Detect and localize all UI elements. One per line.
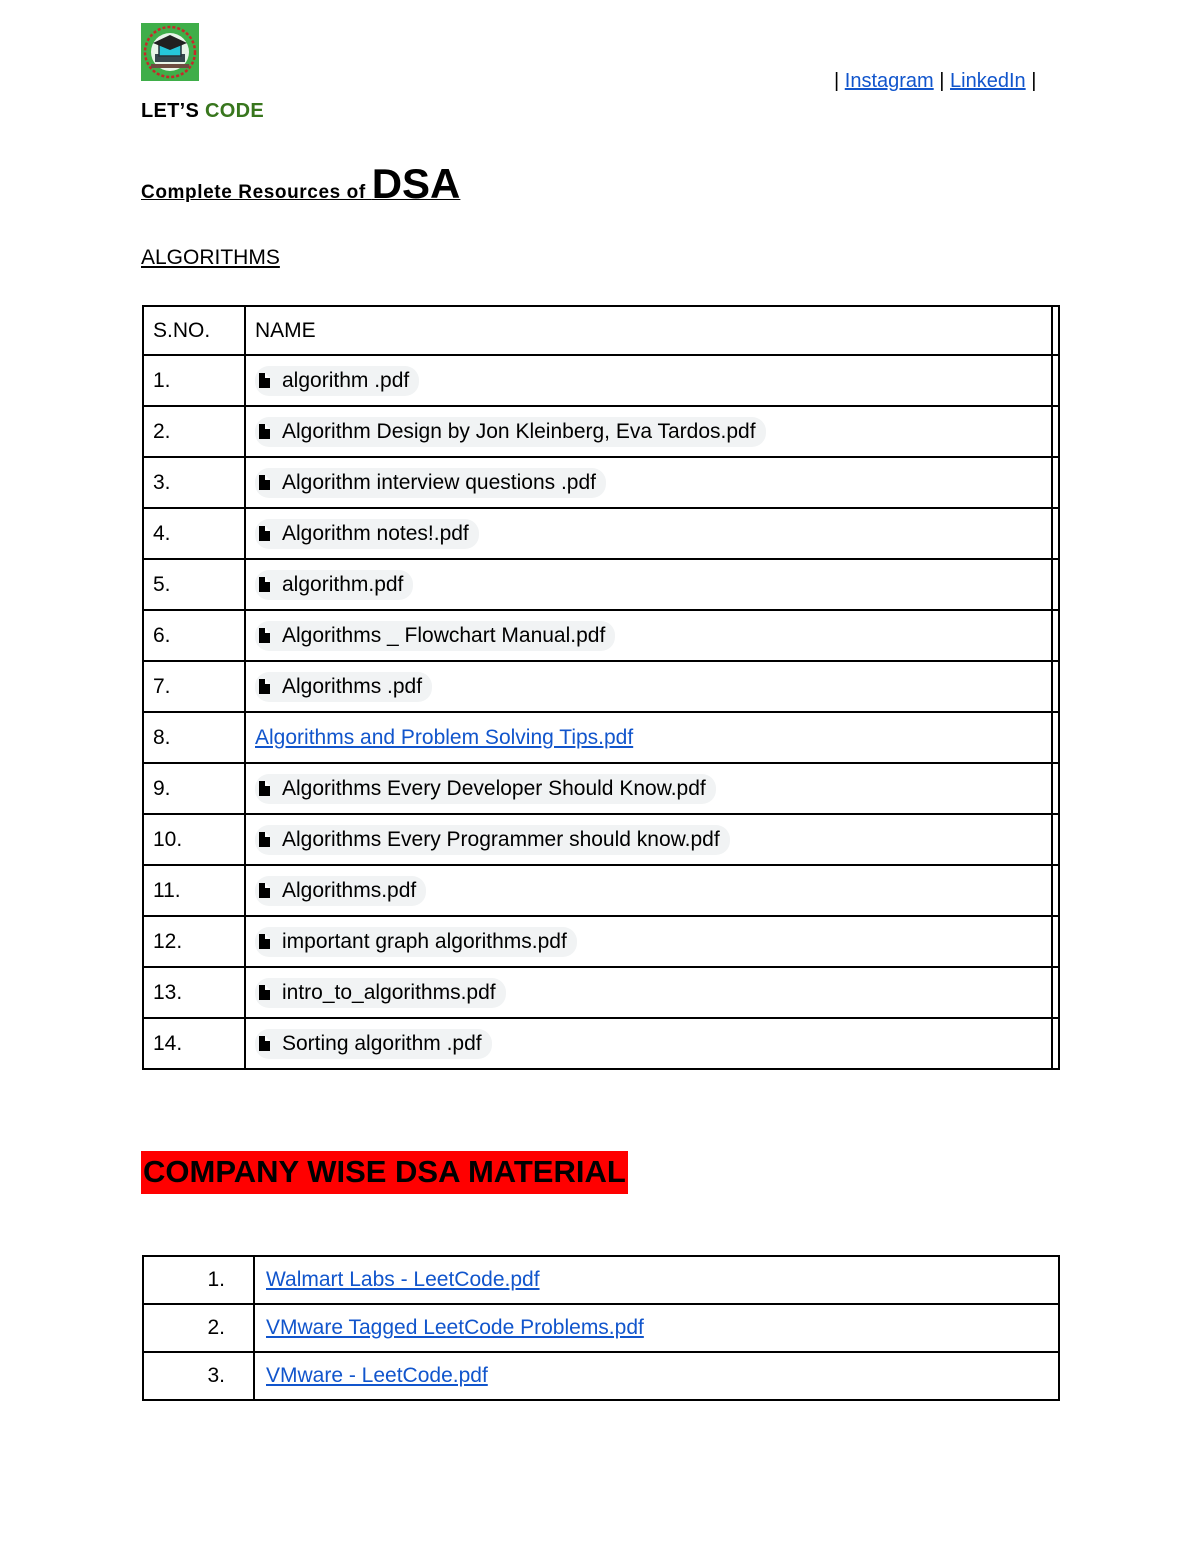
file-chip[interactable]	[255, 825, 730, 855]
file-cell	[245, 457, 1052, 508]
table-row	[143, 712, 1059, 763]
table-row	[143, 1304, 1059, 1352]
file-link[interactable]: Algorithms and Problem Solving Tips.pdf	[255, 725, 634, 749]
file-cell	[245, 559, 1052, 610]
file-cell	[245, 763, 1052, 814]
row-number: 4.	[143, 508, 245, 559]
social-links	[834, 70, 1036, 93]
table-row	[143, 559, 1059, 610]
file-cell	[245, 610, 1052, 661]
column-header-name: NAME	[245, 306, 1052, 355]
file-name: Algorithms .pdf	[282, 674, 423, 698]
file-chip[interactable]	[255, 621, 615, 651]
row-number: 5.	[143, 559, 245, 610]
file-icon	[259, 424, 270, 439]
empty-column-cell	[1052, 763, 1059, 814]
row-number: 9.	[143, 763, 245, 814]
empty-column-cell	[1052, 457, 1059, 508]
file-cell	[245, 967, 1052, 1018]
file-icon	[259, 526, 270, 541]
title-main: DSA	[371, 160, 461, 207]
table-row	[143, 508, 1059, 559]
algorithms-table	[142, 305, 1060, 1070]
row-number: 10.	[143, 814, 245, 865]
file-icon	[259, 832, 270, 847]
file-chip[interactable]	[255, 876, 426, 906]
file-name: algorithm.pdf	[282, 572, 404, 596]
file-cell	[245, 865, 1052, 916]
file-chip[interactable]	[255, 672, 432, 702]
file-name: Algorithm notes!.pdf	[282, 521, 469, 545]
file-cell	[245, 508, 1052, 559]
brand-prefix: LET’S	[141, 100, 206, 122]
table-row	[143, 1256, 1059, 1304]
empty-column-cell	[1052, 508, 1059, 559]
table-row	[143, 814, 1059, 865]
row-number: 7.	[143, 661, 245, 712]
file-link[interactable]: Walmart Labs - LeetCode.pdf	[266, 1268, 540, 1291]
file-chip[interactable]	[255, 366, 419, 396]
file-icon	[259, 985, 270, 1000]
row-number: 12.	[143, 916, 245, 967]
algorithms-heading: ALGORITHMS	[141, 246, 280, 269]
empty-column-cell	[1052, 661, 1059, 712]
file-icon	[259, 475, 270, 490]
company-wise-heading: COMPANY WISE DSA MATERIAL	[141, 1151, 628, 1194]
empty-column-cell	[1052, 610, 1059, 661]
file-link[interactable]: VMware - LeetCode.pdf	[266, 1364, 488, 1387]
file-icon	[259, 934, 270, 949]
table-row	[143, 661, 1059, 712]
file-chip[interactable]	[255, 519, 479, 549]
table-row	[143, 1018, 1059, 1069]
empty-column-cell	[1052, 865, 1059, 916]
brand-name	[141, 100, 264, 123]
row-number: 2.	[143, 406, 245, 457]
file-chip[interactable]	[255, 570, 413, 600]
row-number: 11.	[143, 865, 245, 916]
file-icon	[259, 373, 270, 388]
file-icon	[259, 679, 270, 694]
file-cell	[245, 712, 1052, 763]
file-name: Algorithms.pdf	[282, 878, 417, 902]
table-row	[143, 1352, 1059, 1400]
file-chip[interactable]	[255, 774, 716, 804]
table-row	[143, 967, 1059, 1018]
file-name: Algorithms Every Developer Should Know.pdf	[282, 776, 706, 800]
file-name: Algorithms Every Programmer should know.pdf	[282, 827, 720, 851]
empty-column-cell	[1052, 712, 1059, 763]
file-name: Algorithm Design by Jon Kleinberg, Eva Tardos.pdf	[282, 419, 756, 443]
file-chip[interactable]	[255, 417, 766, 447]
table-row	[143, 406, 1059, 457]
file-icon	[259, 781, 270, 796]
table-row	[143, 763, 1059, 814]
file-cell	[245, 814, 1052, 865]
file-name: Algorithms _ Flowchart Manual.pdf	[282, 623, 606, 647]
file-cell	[254, 1304, 1059, 1352]
lets-code-logo-icon	[141, 23, 199, 81]
column-header-sno: S.NO.	[143, 306, 245, 355]
row-number: 13.	[143, 967, 245, 1018]
file-cell	[245, 355, 1052, 406]
file-cell	[254, 1256, 1059, 1304]
row-number: 1.	[143, 1256, 254, 1304]
empty-column-cell	[1052, 1018, 1059, 1069]
file-cell	[245, 406, 1052, 457]
file-link[interactable]: VMware Tagged LeetCode Problems.pdf	[266, 1316, 644, 1339]
row-number: 3.	[143, 1352, 254, 1400]
table-row	[143, 865, 1059, 916]
table-row	[143, 610, 1059, 661]
title-prefix: Complete Resources of	[141, 182, 372, 203]
file-name: Algorithm interview questions .pdf	[282, 470, 596, 494]
empty-column-cell	[1052, 406, 1059, 457]
file-icon	[259, 883, 270, 898]
file-cell	[245, 916, 1052, 967]
linkedin-link[interactable]: LinkedIn	[950, 70, 1026, 92]
separator: |	[1031, 70, 1037, 92]
file-cell	[254, 1352, 1059, 1400]
empty-column-cell	[1052, 916, 1059, 967]
separator: |	[939, 70, 945, 92]
page-title	[141, 160, 460, 208]
instagram-link[interactable]: Instagram	[844, 70, 934, 92]
file-chip[interactable]	[255, 978, 506, 1008]
row-number: 2.	[143, 1304, 254, 1352]
separator: |	[834, 70, 840, 92]
file-name: intro_to_algorithms.pdf	[282, 980, 496, 1004]
file-icon	[259, 1036, 270, 1051]
table-row	[143, 355, 1059, 406]
row-number: 6.	[143, 610, 245, 661]
row-number: 3.	[143, 457, 245, 508]
table-header-row	[143, 306, 1059, 355]
empty-column-cell	[1052, 559, 1059, 610]
empty-column-cell	[1052, 967, 1059, 1018]
company-table	[142, 1255, 1060, 1401]
file-name: important graph algorithms.pdf	[282, 929, 567, 953]
file-name: Sorting algorithm .pdf	[282, 1031, 482, 1055]
file-chip[interactable]	[255, 1029, 492, 1059]
table-row	[143, 916, 1059, 967]
file-name: algorithm .pdf	[282, 368, 410, 392]
file-chip[interactable]	[255, 468, 606, 498]
empty-column-cell	[1052, 355, 1059, 406]
empty-column-cell	[1052, 306, 1059, 355]
file-chip[interactable]	[255, 927, 577, 957]
table-row	[143, 457, 1059, 508]
file-icon	[259, 577, 270, 592]
row-number: 8.	[143, 712, 245, 763]
row-number: 14.	[143, 1018, 245, 1069]
empty-column-cell	[1052, 814, 1059, 865]
file-icon	[259, 628, 270, 643]
file-cell	[245, 661, 1052, 712]
file-cell	[245, 1018, 1052, 1069]
row-number: 1.	[143, 355, 245, 406]
brand-suffix: CODE	[205, 100, 265, 122]
